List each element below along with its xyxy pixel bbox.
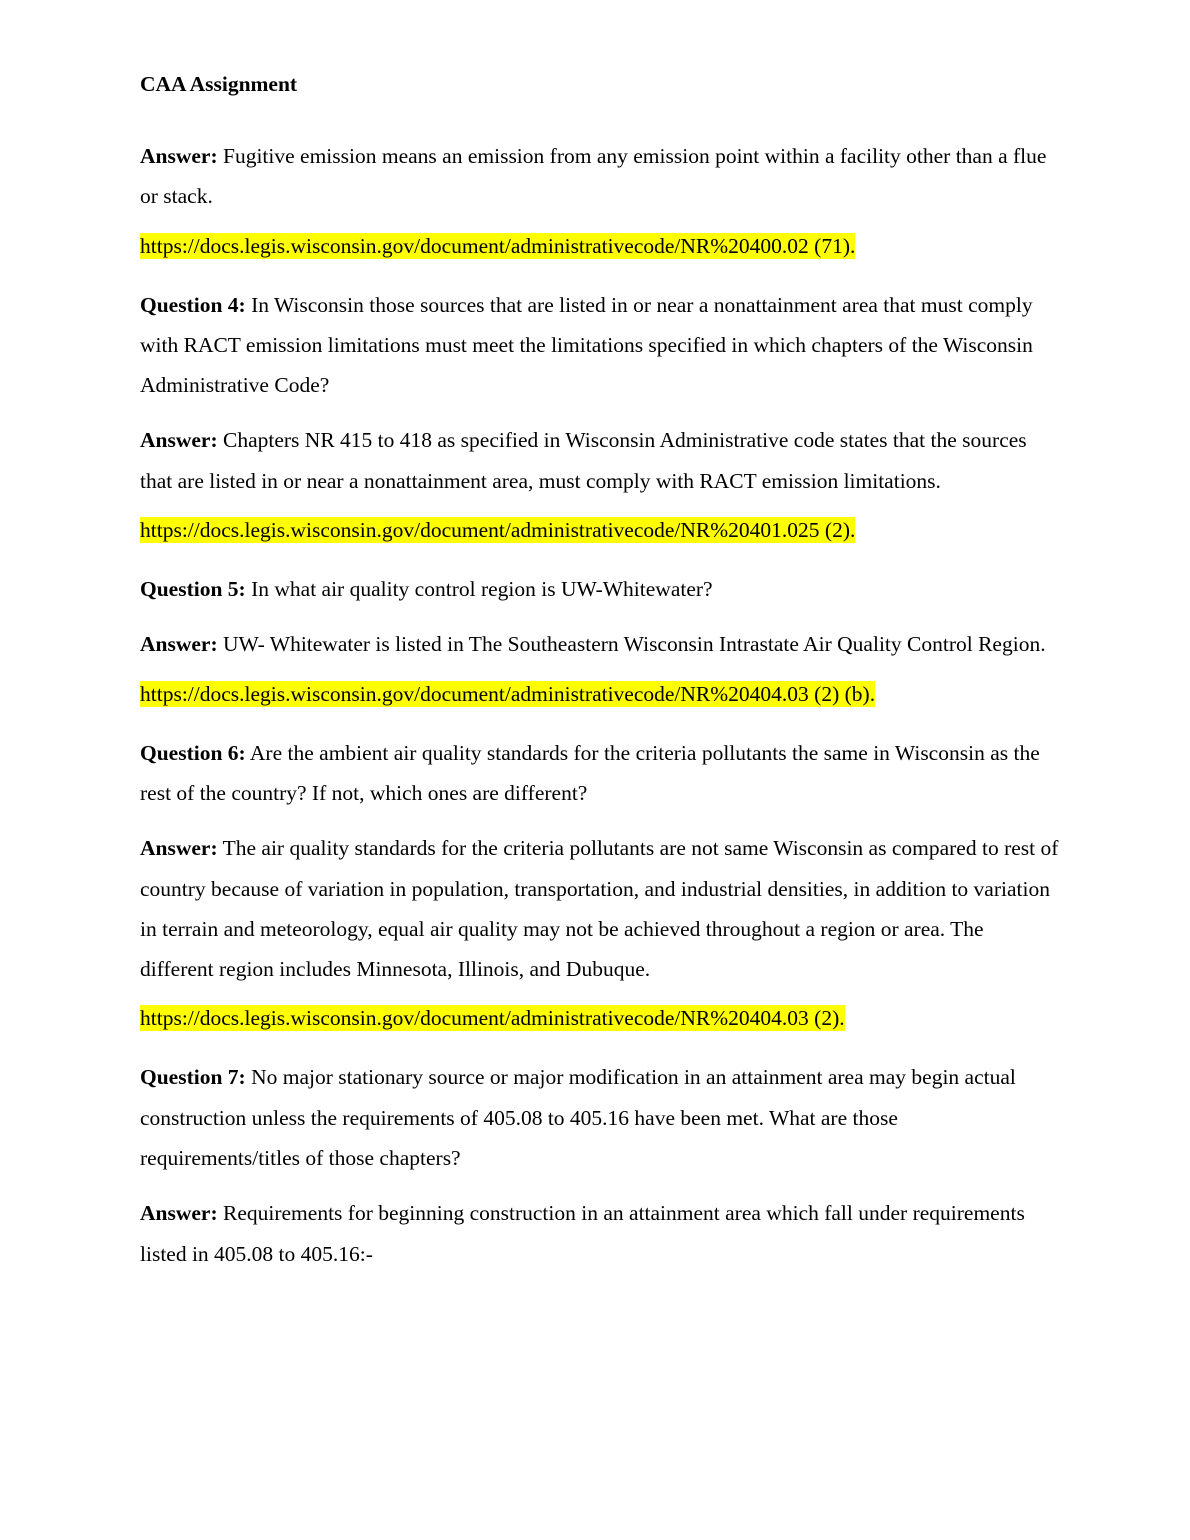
answer-label: Answer:: [140, 632, 218, 657]
answer-text: The air quality standards for the criteria pollutants are not same Wisconsin as compared to rest of country because of variation in population, transportation, and industrial densities, in addition to variation in terrain and meteorology, equal air quality may not be achieved throughout a region or area. The different region includes Minnesota, Illinois, and Dubuque.: [140, 836, 1059, 982]
document-title: CAA Assignment: [140, 72, 298, 96]
answer-question-4: [140, 420, 1060, 501]
question-label: Question 5:: [140, 577, 246, 602]
reference-link-row: [140, 680, 1060, 708]
question-7: [140, 1057, 1060, 1178]
answer-text: UW- Whitewater is listed in The Southeastern Wisconsin Intrastate Air Quality Control Region.: [217, 632, 1046, 657]
reference-link-nr404-03-2[interactable]: https://docs.legis.wisconsin.gov/document/administrativecode/NR%20404.03 (2).: [140, 1006, 845, 1031]
reference-link-nr401-025[interactable]: https://docs.legis.wisconsin.gov/document/administrativecode/NR%20401.025 (2).: [140, 518, 856, 543]
question-4: [140, 285, 1060, 406]
answer-question-6: [140, 828, 1060, 989]
answer-label: Answer:: [140, 428, 218, 453]
answer-label: Answer:: [140, 1201, 218, 1226]
reference-link-row: [140, 232, 1060, 260]
answer-fugitive-emission: [140, 136, 1060, 217]
question-5: [140, 569, 1060, 609]
question-6: [140, 733, 1060, 814]
document-page: [140, 66, 1060, 1289]
answer-text: Fugitive emission means an emission from any emission point within a facility other than a flue or stack.: [140, 144, 1047, 209]
reference-link-row: [140, 1004, 1060, 1032]
question-label: Question 6:: [140, 740, 246, 765]
reference-link-row: [140, 516, 1060, 544]
question-text: In what air quality control region is UW-Whitewater?: [245, 577, 713, 602]
answer-question-7: [140, 1193, 1060, 1274]
question-text: Are the ambient air quality standards for the criteria pollutants the same in Wisconsin as the rest of the country? If not, which ones are different?: [140, 740, 1040, 805]
question-label: Question 4:: [140, 292, 246, 317]
reference-link-nr400-02[interactable]: https://docs.legis.wisconsin.gov/document/administrativecode/NR%20400.02 (71).: [140, 233, 856, 258]
answer-text: Chapters NR 415 to 418 as specified in Wisconsin Administrative code states that the sources that are listed in or near a nonattainment area, must comply with RACT emission limitations.: [140, 428, 1027, 493]
question-text: No major stationary source or major modification in an attainment area may begin actual construction unless the requirements of 405.08 to 405.16 have been met. What are those requirements/titles of those chapters?: [140, 1065, 1016, 1171]
reference-link-nr404-03-2b[interactable]: https://docs.legis.wisconsin.gov/document/administrativecode/NR%20404.03 (2) (b).: [140, 681, 876, 706]
answer-text: Requirements for beginning construction in an attainment area which fall under requirements listed in 405.08 to 405.16:-: [140, 1201, 1025, 1266]
answer-label: Answer:: [140, 144, 218, 168]
question-text: In Wisconsin those sources that are listed in or near a nonattainment area that must comply with RACT emission limitations must meet the limitations specified in which chapters of the Wisconsin Administrative Code?: [140, 292, 1033, 398]
answer-question-5: [140, 624, 1060, 664]
question-label: Question 7:: [140, 1065, 246, 1090]
answer-label: Answer:: [140, 836, 218, 861]
